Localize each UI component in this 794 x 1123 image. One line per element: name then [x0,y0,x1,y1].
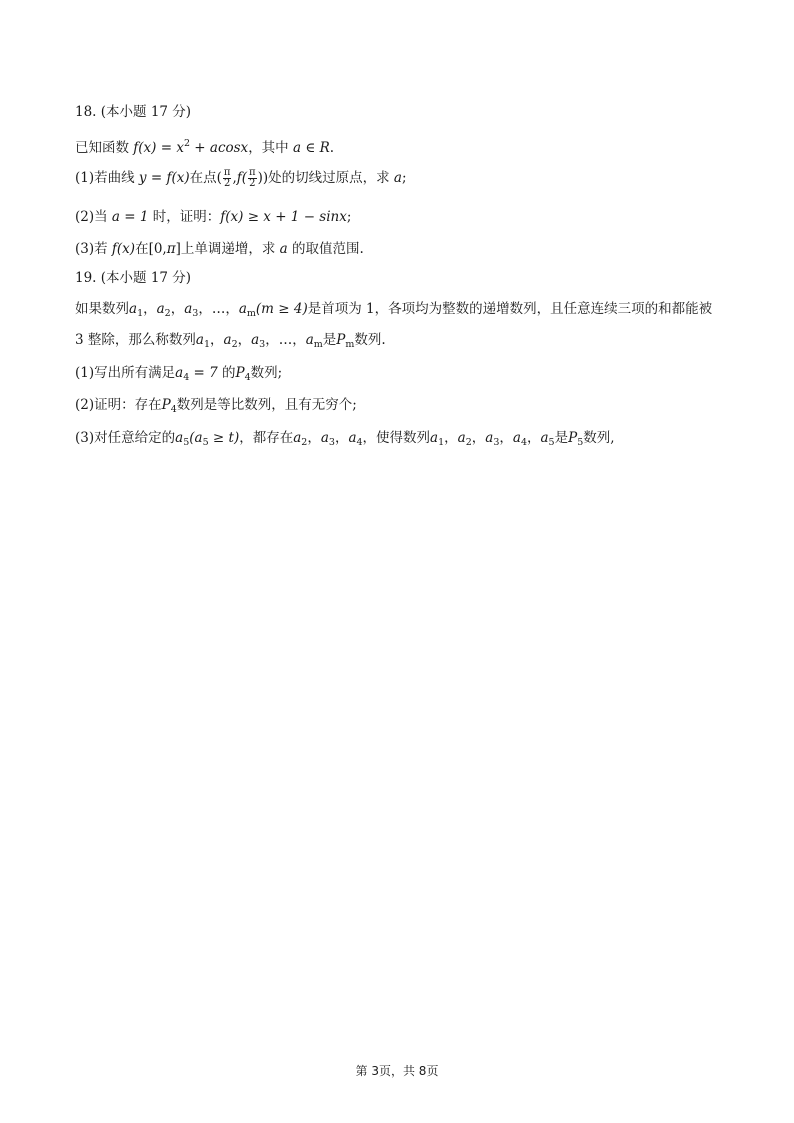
q18-heading [75,102,724,122]
text-fragment: a [223,332,232,348]
text-fragment: a [156,301,165,317]
text-fragment: (m ≥ 4) [255,301,308,317]
q19-definition-line2 [75,330,724,355]
text-fragment: 是 [322,332,337,348]
text-fragment: 5 [202,437,209,448]
text-fragment: 5 [183,437,190,448]
text-fragment: ， [210,332,224,348]
text-fragment: ≥ t) [208,430,240,446]
text-fragment: 已知函数 [75,140,134,156]
text-fragment: … [211,301,226,317]
text-fragment: 数列是等比数列，且有无穷个; [176,397,357,413]
text-fragment: f( [236,170,248,186]
text-fragment: a [457,430,466,446]
text-fragment: 1 [438,437,445,448]
text-fragment: 18. (本小题 17 分) [75,104,192,120]
text-fragment: a [195,332,204,348]
text-fragment: 2 [164,308,171,319]
text-fragment: 1 [203,339,210,350]
q19-part2 [75,395,724,420]
text-fragment: 4 [356,437,363,448]
text-fragment: 2 [231,339,238,350]
q18-part2 [75,207,724,227]
q19-definition-line1 [75,299,724,324]
text-fragment: 5 [577,437,584,448]
text-fragment: 4 [244,372,251,383]
q18-part3 [75,239,724,259]
text-fragment: 时，证明： [148,209,221,225]
text-fragment: (1)若曲线 [75,170,139,186]
text-fragment: 1 [137,308,144,319]
page-footer: 第 3页，共 8页 [355,1064,439,1078]
text-fragment: ， [444,430,458,446]
text-fragment: . [329,140,335,156]
text-fragment: ， [225,301,239,317]
text-fragment: a [129,301,138,317]
text-fragment: ， [307,430,321,446]
text-fragment: P [336,332,346,348]
text-fragment: 4 [520,437,527,448]
text-fragment: 3 整除，那么称数列 [75,332,196,348]
text-fragment: m [345,339,355,350]
text-fragment: ， [237,332,252,348]
text-fragment: f(x) = x [133,140,184,156]
text-fragment: y = f(x) [138,170,190,186]
text-fragment: ， [334,430,349,446]
text-fragment: 在点( [189,170,222,186]
text-fragment: a [512,430,521,446]
text-fragment: (2)证明：存在 [75,397,162,413]
text-fragment: ; [401,170,407,186]
text-fragment: 3 [328,437,335,448]
text-fragment: 3 [493,437,500,448]
text-fragment: 4 [183,372,190,383]
text-fragment: π [166,241,176,257]
text-fragment: ， [198,301,212,317]
q18-part1 [75,168,724,189]
q18-given [75,134,724,158]
text-fragment: ]上单调递增，求 [175,241,280,257]
text-fragment: (1)写出所有满足 [75,365,176,381]
text-fragment: a [184,301,193,317]
text-fragment: π [249,167,256,178]
text-fragment: a [194,430,203,446]
text-fragment: 是首项为 1，各项均为整数的递增数列，且任意连续三项的和都能被 [307,301,713,317]
text-fragment: (3)若 [75,241,112,257]
text-fragment: m [246,308,256,319]
text-fragment: 19. (本小题 17 分) [75,270,192,286]
text-fragment: f(x) ≥ x + 1 − sinx [220,209,347,225]
text-fragment: (2)当 [75,209,112,225]
text-fragment: ， [292,332,306,348]
q19-part3 [75,428,724,453]
text-fragment: ; [346,209,352,225]
text-fragment: P [161,397,171,413]
text-fragment: a [320,430,329,446]
text-fragment: f(x) [111,241,136,257]
text-fragment: (3)对任意给定的 [75,430,176,446]
text-fragment: + acosx [190,140,249,156]
text-fragment: ， [471,430,486,446]
text-fragment: 的取值范围. [287,241,364,257]
text-fragment: 5 [548,437,555,448]
text-fragment: a [430,430,439,446]
text-fragment: a [238,301,247,317]
q19-part1 [75,363,724,388]
pi-over-2-fraction [223,168,232,189]
text-fragment: a [175,365,184,381]
text-fragment: a [279,241,288,257]
text-fragment: a [175,430,184,446]
text-fragment: 3 [192,308,199,319]
text-fragment: , [232,170,237,186]
text-fragment: … [278,332,293,348]
text-fragment: 数列. [354,332,386,348]
text-fragment: a = 1 [111,209,149,225]
text-fragment: 的 [217,365,236,381]
text-fragment: a [485,430,494,446]
q19-heading [75,268,724,288]
text-fragment: 2 [223,178,231,189]
text-fragment: ， [265,332,279,348]
text-fragment: P [568,430,578,446]
text-fragment: = 7 [189,365,218,381]
text-fragment: π [223,167,231,178]
text-fragment: a [393,170,402,186]
text-fragment: a [251,332,260,348]
text-fragment: 2 [301,437,308,448]
text-fragment: ， [143,301,157,317]
text-fragment: 是 [554,430,569,446]
text-fragment: ，使得数列 [362,430,431,446]
text-fragment: ，都存在 [239,430,294,446]
text-fragment: 2 [249,178,256,189]
text-fragment: a [305,332,314,348]
text-fragment: m [313,339,323,350]
text-fragment: P [235,365,245,381]
text-fragment: 如果数列 [75,301,129,317]
text-fragment: ， [526,430,541,446]
text-fragment: ， [170,301,185,317]
text-fragment: 数列; [250,365,283,381]
text-fragment: 4 [170,404,177,415]
text-fragment: 2 [183,138,190,149]
text-fragment: 2 [465,437,472,448]
text-fragment: a ∈ R [292,140,330,156]
text-fragment: 在[0, [135,241,167,257]
text-fragment: a [348,430,357,446]
text-fragment: 3 [259,339,266,350]
text-fragment: ，其中 [248,140,293,156]
text-fragment: ( [189,430,195,446]
pi-over-2-fraction [248,168,257,189]
text-fragment: a [293,430,302,446]
text-fragment: ， [499,430,513,446]
text-fragment: a [540,430,549,446]
text-fragment: 数列, [583,430,615,446]
text-fragment: ))处的切线过原点，求 [257,170,394,186]
